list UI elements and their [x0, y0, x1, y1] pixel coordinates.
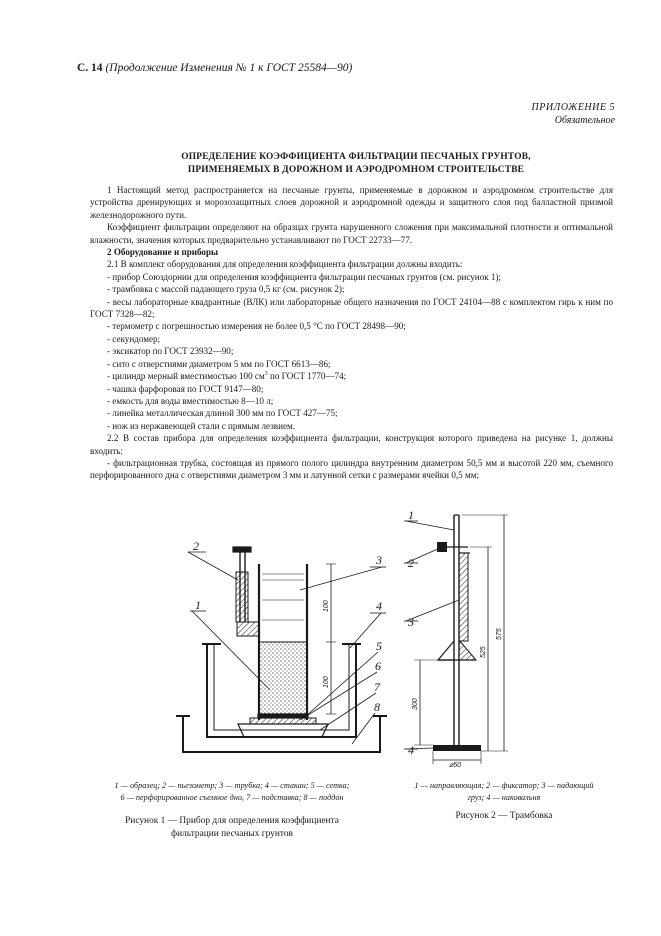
title-line-2: ПРИМЕНЯЕМЫХ В ДОРОЖНОМ И АЭРОДРОМНОМ СТРОИТЕЛЬСТВЕ: [187, 164, 525, 175]
figure-2-caption: Рисунок 2 — Трамбовка: [455, 811, 553, 821]
fig1-dim: 100: [323, 600, 330, 612]
list-item: - фильтрационная трубка, состоящая из прямого полого цилиндра внутренним диаметром 50,5 мм и высотой 220 мм, съемного перфорированного дна с отверстиями диаметром 3 мм и латунной сетки с размерами ячейки 0,5 мм;: [90, 457, 613, 481]
figure-1-apparatus: [176, 547, 387, 752]
fig1-callout: 3: [376, 553, 382, 567]
page-label: С. 14: [77, 62, 103, 74]
list-item-tail: по ГОСТ 1770—74;: [267, 371, 347, 382]
appendix-title: ПРИЛОЖЕНИЕ 5: [531, 102, 615, 113]
fig2-dim: 300: [412, 698, 419, 710]
superscript: 3: [264, 371, 268, 378]
paragraph-2-1: 2.1 В комплект оборудования для определения коэффициента фильтрации должны входить:: [107, 259, 463, 270]
figure-1-caption: [88, 815, 376, 840]
fig1-callout: 6: [375, 659, 381, 673]
section-heading-equipment: 2 Оборудование и приборы: [107, 247, 219, 258]
fig1-callout: 5: [376, 639, 382, 653]
list-item: - нож из нержавеющей стали с прямым лезвием.: [107, 420, 296, 431]
fig2-callout: 2: [408, 556, 414, 570]
fig1-callout: 8: [374, 700, 380, 714]
fig1-dim: 100: [323, 676, 330, 688]
legend-line: груз; 4 — наковальня: [467, 793, 541, 802]
list-item: - сито с отверстиями диаметром 5 мм по ГОСТ 6613—86;: [107, 358, 331, 369]
fig1-callout: 2: [193, 539, 199, 553]
figure-2-legend: [388, 780, 620, 804]
list-item: - линейка металлическая длиной 300 мм по ГОСТ 427—75;: [107, 408, 338, 419]
fig1-callout: 4: [376, 599, 382, 613]
appendix-status: Обязательное: [554, 115, 615, 126]
legend-line: 1 — образец; 2 — пьезометр; 3 — трубка; 4 — стакан; 5 — сетка;: [114, 781, 350, 790]
title-line-1: ОПРЕДЕЛЕНИЕ КОЭФФИЦИЕНТА ФИЛЬТРАЦИИ ПЕСЧАНЫХ ГРУНТОВ,: [181, 152, 531, 162]
legend-line: 6 — перфорированное съемное дно, 7 — подставка; 8 — поддон: [120, 793, 344, 802]
list-item-text: - цилиндр мерный вместимостью 100 см: [107, 371, 265, 382]
paragraph-1: 1 Настоящий метод распространяется на песчаные грунты, применяемые в дорожном и аэродромном строительстве для устройства дренирующих и морозозащитных слоев дорожной и аэродромной одежды и защитного слоя под балластной призмой железнодорожного пути.: [90, 185, 613, 220]
list-item: - емкость для воды вместимостью 8—10 л;: [107, 395, 274, 406]
list-item: - термометр с погрешностью измерения не более 0,5 °С по ГОСТ 28498—90;: [107, 321, 406, 332]
list-item: - секундомер;: [107, 333, 161, 344]
fig2-dim: 575: [496, 628, 503, 640]
figure-2-rammer: [404, 515, 508, 764]
fig1-callout: 7: [374, 680, 380, 694]
fig2-dim: ⌀50: [449, 762, 462, 769]
paragraph-2: Коэффициент фильтрации определяют на образцах грунта нарушенного сложения при максимальной плотности и оптимальной влажности, значения которых предварительно устанавливают по ГОСТ 22733—77.: [90, 222, 613, 245]
list-item: - прибор Союздорнии для определения коэффициента фильтрации песчаных грунтов (см. рисунок 1);: [107, 271, 502, 282]
list-item: - чашка фарфоровая по ГОСТ 9147—80;: [107, 383, 264, 394]
figure-1-legend: [88, 780, 376, 804]
fig2-callout: 1: [408, 508, 414, 522]
fig2-callout: 3: [408, 615, 414, 629]
list-item: - эксикатор по ГОСТ 23932—90;: [107, 346, 234, 357]
list-item: - весы лабораторные квадрантные (ВЛК) или лабораторные общего назначения по ГОСТ 24104—88 с комплектом гирь к ним по ГОСТ 7328—82;: [90, 296, 613, 320]
caption-line: фильтрации песчаных грунтов: [171, 828, 293, 839]
fig2-callout: 4: [408, 743, 414, 757]
paragraph-2-2: 2.2 В состав прибора для определения коэффициента фильтрации, конструкция которого приведена на рисунке 1, должны входить:: [90, 433, 613, 456]
fig2-dim: 525: [480, 646, 487, 658]
continuation-note: (Продолжение Изменения № 1 к ГОСТ 25584—90): [105, 62, 353, 74]
list-item: - трамбовка с массой падающего груза 0,5 кг (см. рисунок 2);: [107, 284, 345, 295]
fig1-callout: 1: [195, 598, 201, 612]
legend-line: 1 — направляющая; 2 — фиксатор; 3 — падающий: [414, 781, 594, 790]
caption-line: Рисунок 1 — Прибор для определения коэффициента: [125, 816, 339, 826]
